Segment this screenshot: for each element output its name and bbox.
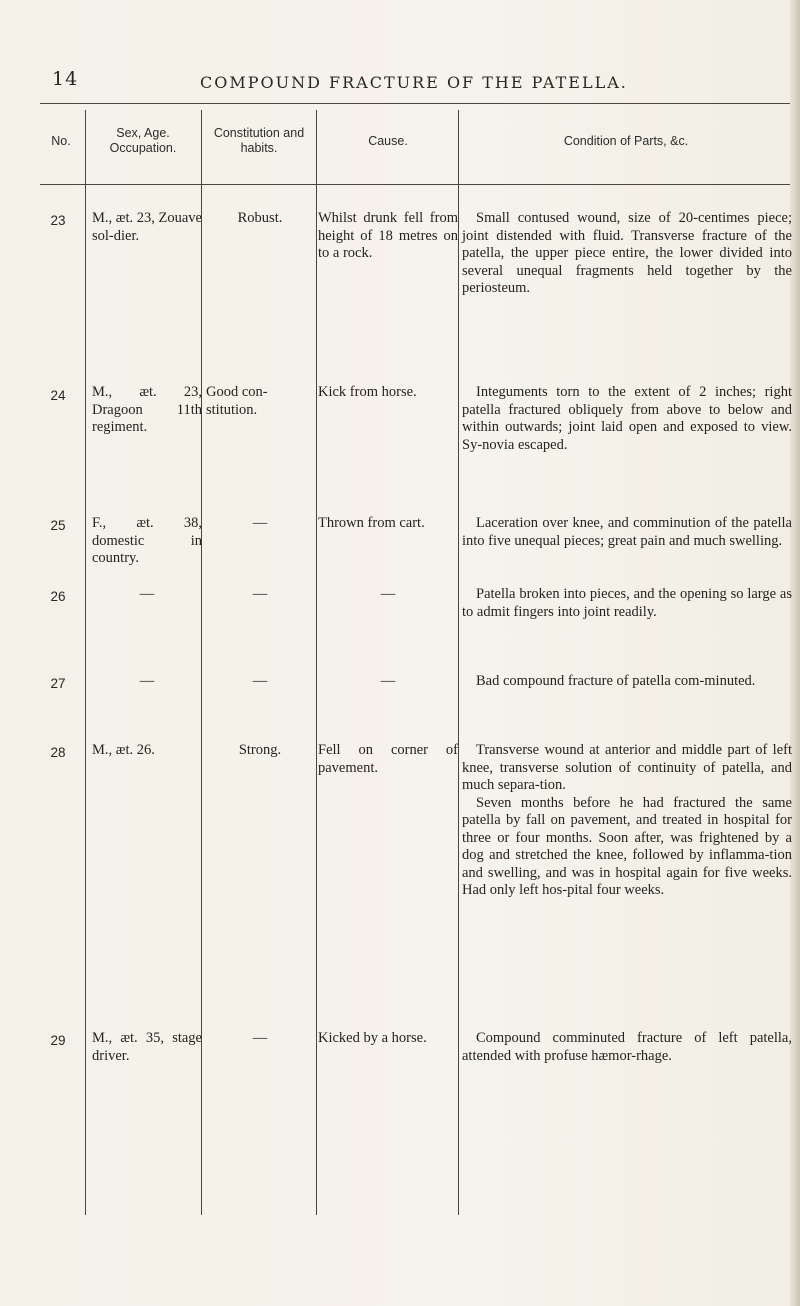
row-24-sex: M., æt. 23, Dragoon 11th regiment. <box>92 384 202 435</box>
column-header-sex-age <box>88 126 198 156</box>
table-header-rule <box>40 184 790 185</box>
row-23-condition: Small contused wound, size of 20-centimes piece; joint distended with fluid. Transverse fracture of the patella, the upper piece entire, the lower divided into several unequal fragments held together by the periosteum. <box>462 210 792 296</box>
column-header-no: No. <box>51 134 71 148</box>
row-25-number: 25 <box>50 518 66 533</box>
page-edge <box>790 0 800 1306</box>
row-25-cause: Thrown from cart. <box>318 515 425 531</box>
row-28-cause: Fell on corner of pavement. <box>318 742 458 776</box>
row-29-condition: Compound comminuted fracture of left patella, attended with profuse hæmor-rhage. <box>462 1030 792 1064</box>
row-29-sex: M., æt. 35, stage driver. <box>92 1030 202 1064</box>
row-27-number: 27 <box>50 676 66 691</box>
column-divider-1 <box>85 110 86 1215</box>
column-header-sex-age-line1: Sex, Age. <box>116 126 170 140</box>
page-number: 14 <box>52 68 79 90</box>
column-header-occupation-line2: Occupation. <box>109 141 177 155</box>
table-top-rule <box>40 103 790 104</box>
row-23-constitution: Robust. <box>237 210 283 226</box>
row-28-condition-history: Seven months before he had fractured the same patella by fall on pavement, and treated in hospital for three or four months. Soon after, was frightened by a dog and stretched the knee, followed by inflamma-tion and swelling, and was in hospital again for five weeks. Had only left hos-pital four weeks. <box>462 794 792 898</box>
row-28-condition-block <box>462 742 792 900</box>
row-26-constitution: — <box>252 586 268 602</box>
column-header-condition: Condition of Parts, &c. <box>563 134 689 148</box>
row-25-sex: F., æt. 38, domestic in country. <box>92 515 202 566</box>
row-28-constitution: Strong. <box>238 742 282 758</box>
column-header-habits-line2: habits. <box>240 141 278 155</box>
column-header-constitution <box>203 126 315 156</box>
row-28-condition: Transverse wound at anterior and middle part of left knee, transverse solution of continuity of patella, and much separa-tion. <box>462 742 792 793</box>
row-26-cause: — <box>380 586 396 602</box>
row-24-condition: Integuments torn to the extent of 2 inches; right patella fractured obliquely from above to below and within outwards; joint laid open and exposed to view. Sy-novia escaped. <box>462 384 792 453</box>
column-header-constitution-line1: Constitution and <box>213 126 305 140</box>
column-divider-3 <box>316 110 317 1215</box>
column-divider-4 <box>458 110 459 1215</box>
row-25-constitution: — <box>252 515 268 531</box>
row-27-constitution: — <box>252 673 268 689</box>
row-27-cause: — <box>380 673 396 689</box>
row-27-sex: — <box>139 673 155 689</box>
row-24-cause: Kick from horse. <box>318 384 417 400</box>
row-24-constitution: Good con-stitution. <box>206 384 268 418</box>
row-27-condition: Bad compound fracture of patella com-minuted. <box>476 673 756 689</box>
row-23-sex: M., æt. 23, Zouave sol-dier. <box>92 210 202 244</box>
row-29-number: 29 <box>50 1033 66 1048</box>
row-23-cause: Whilst drunk fell from height of 18 metres on to a rock. <box>318 210 458 261</box>
row-24-number: 24 <box>50 388 66 403</box>
row-26-sex: — <box>139 586 155 602</box>
column-header-cause: Cause. <box>368 134 408 148</box>
row-29-cause: Kicked by a horse. <box>318 1030 427 1046</box>
running-title: COMPOUND FRACTURE OF THE PATELLA. <box>200 73 628 92</box>
row-28-number: 28 <box>50 745 66 760</box>
row-28-sex: M., æt. 26. <box>92 742 155 758</box>
row-29-constitution: — <box>252 1030 268 1046</box>
row-26-number: 26 <box>50 589 66 604</box>
row-25-condition: Laceration over knee, and comminution of the patella into five unequal pieces; great pain and much swelling. <box>462 515 792 549</box>
row-26-condition: Patella broken into pieces, and the opening so large as to admit fingers into joint readily. <box>462 586 792 620</box>
row-23-number: 23 <box>50 213 66 228</box>
